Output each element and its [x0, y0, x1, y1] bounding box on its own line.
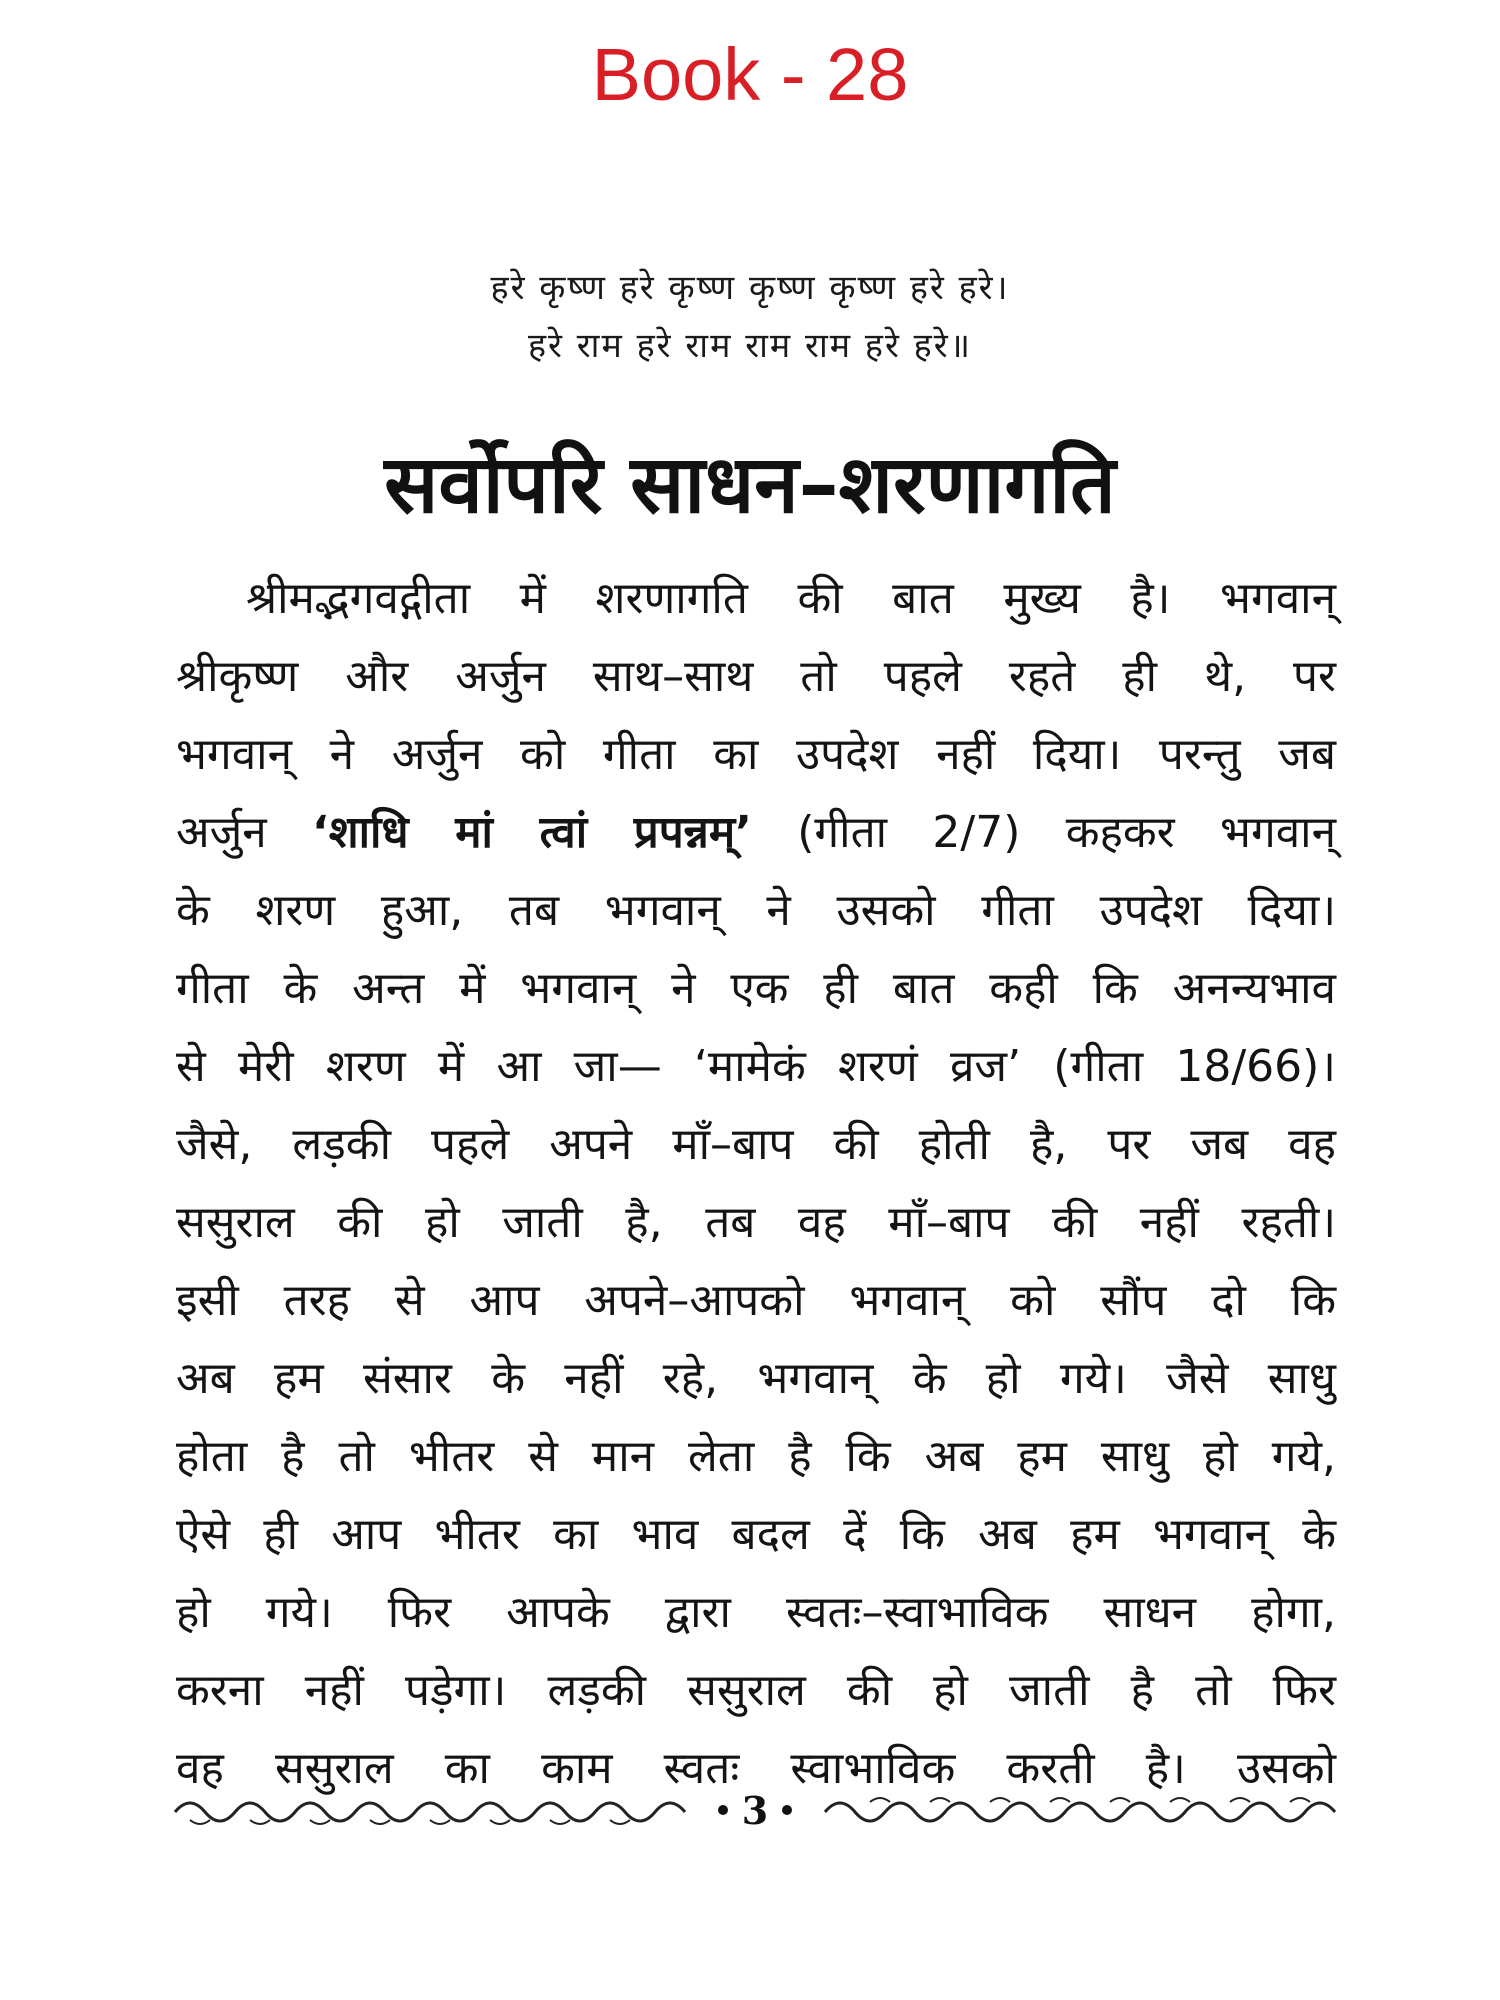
- body-line: वह ससुराल का काम स्वतः स्वाभाविक करती है। उसको: [176, 1743, 1336, 1794]
- body-line-part: अर्जुन: [176, 807, 313, 858]
- body-line: होता है तो भीतर से मान लेता है कि अब हम साधु हो गये,: [176, 1431, 1336, 1482]
- page-number-value: 3: [741, 1787, 769, 1833]
- body-line: श्रीकृष्ण और अर्जुन साथ–साथ तो पहले रहते ही थे, पर: [176, 651, 1336, 702]
- body-line: हो गये। फिर आपके द्वारा स्वतः–स्वाभाविक साधन होगा,: [176, 1587, 1336, 1638]
- book-label: Book - 28: [591, 33, 909, 116]
- body-line: अब हम संसार के नहीं रहे, भगवान् के हो गये। जैसे साधु: [176, 1353, 1336, 1404]
- left-ornament-icon: [170, 1790, 690, 1830]
- body-line: ससुराल की हो जाती है, तब वह माँ–बाप की नहीं रहती।: [176, 1197, 1336, 1248]
- bullet-dot-icon: [718, 1805, 728, 1815]
- body-line: जैसे, लड़की पहले अपने माँ–बाप की होती है, पर जब वह: [176, 1119, 1336, 1170]
- gita-quote-bold: ‘शाधि मां त्वां प्रपन्नम्’: [312, 807, 752, 858]
- body-line: श्रीमद्भगवद्गीता में शरणागति की बात मुख्य है। भगवान्: [246, 573, 1336, 624]
- body-line-part: (गीता 2/7) कहकर भगवान्: [751, 807, 1336, 858]
- body-line: के शरण हुआ, तब भगवान् ने उसको गीता उपदेश दिया।: [176, 885, 1336, 936]
- page-title: सर्वोपरि साधन–शरणागति: [384, 438, 1116, 531]
- body-line: [176, 794, 1336, 872]
- body-line: भगवान् ने अर्जुन को गीता का उपदेश नहीं दिया। परन्तु जब: [176, 729, 1336, 780]
- body-line: करना नहीं पड़ेगा। लड़की ससुराल की हो जाती है तो फिर: [176, 1665, 1336, 1716]
- body-line: से मेरी शरण में आ जा— ‘मामेकं शरणं व्रज’ (गीता 18/66)।: [176, 1041, 1336, 1092]
- body-paragraph: [176, 560, 1336, 1808]
- mantra-line-1: हरे कृष्ण हरे कृष्ण कृष्ण कृष्ण हरे हरे।: [490, 268, 1010, 308]
- page-footer: [170, 1775, 1340, 1845]
- body-line: ऐसे ही आप भीतर का भाव बदल दें कि अब हम भगवान् के: [176, 1509, 1336, 1560]
- right-ornament-icon: [820, 1790, 1340, 1830]
- bullet-dot-icon: [782, 1805, 792, 1815]
- mantra-line-2: हरे राम हरे राम राम राम हरे हरे॥: [527, 326, 973, 366]
- page-number: [718, 1788, 792, 1833]
- body-line: गीता के अन्त में भगवान् ने एक ही बात कही कि अनन्यभाव: [176, 963, 1336, 1014]
- body-line: इसी तरह से आप अपने–आपको भगवान् को सौंप दो कि: [176, 1275, 1336, 1326]
